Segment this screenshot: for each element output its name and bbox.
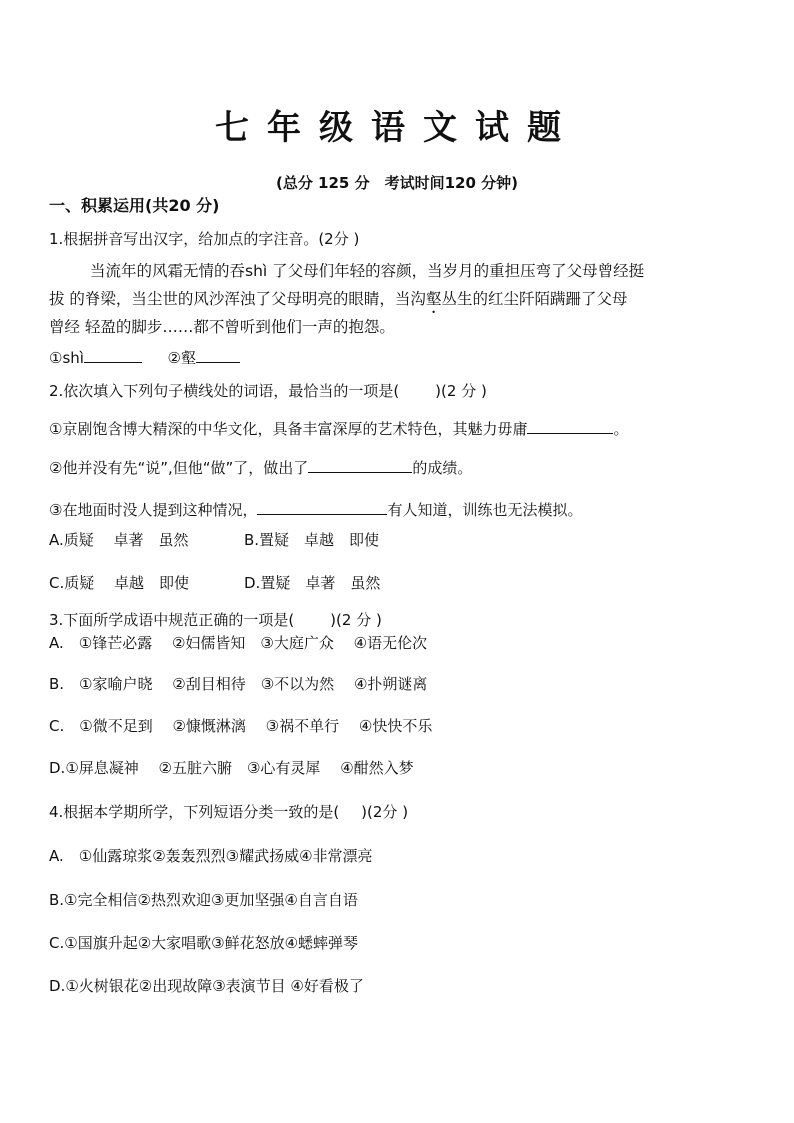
q1-passage-line-1: 当流年的风霜无情的吞shì 了父母们年轻的容颜，当岁月的重担压弯了父母曾经挺 — [90, 262, 645, 280]
q4-points: )(2分 ) — [361, 803, 409, 821]
q2-option-d[interactable]: D.置疑 卓著 虽然 — [244, 574, 381, 592]
q3-option-c[interactable]: C. ①微不足到 ②慷慨淋漓 ③祸不单行 ④快快不乐 — [49, 717, 433, 735]
q3-option-b[interactable]: B. ①家喻户晓 ②刮目相待 ③不以为然 ④扑朔谜离 — [49, 675, 428, 693]
fill-blank[interactable] — [257, 500, 387, 515]
q4-stem — [49, 801, 408, 822]
fill-blank[interactable] — [527, 419, 613, 434]
q3-option-a[interactable]: A. ①锋芒必露 ②妇儒皆知 ③大庭广众 ④语无伦次 — [49, 634, 428, 652]
section-heading: 一、积累运用(共20 分) — [49, 196, 220, 215]
q2-points: )(2 分 ) — [435, 382, 487, 400]
q2-option-c[interactable]: C.质疑 卓越 即使 — [49, 574, 190, 592]
q2-sentence-text: ②他并没有先“说”,但他“做”了，做出了 — [49, 459, 309, 477]
answer-blank-1[interactable] — [84, 348, 142, 363]
q2-sentence-text: ③在地面时没人提到这种情况， — [49, 501, 258, 519]
q2-sentence-end: 的成绩。 — [412, 459, 473, 477]
q1-answer-label-2: ②壑 — [167, 349, 196, 367]
q2-sentence-end: 有人知道，训练也无法模拟。 — [387, 501, 583, 519]
q4-option-c[interactable]: C.①国旗升起②大家唱歌③鲜花怒放④蟋蟀弹琴 — [49, 934, 359, 952]
q2-sentence-3 — [49, 499, 582, 520]
q1-answers — [49, 347, 240, 368]
q2-stem-text: 2.依次填入下列句子横线处的词语，最恰当的一项是( — [49, 382, 400, 400]
q3-points: )(2 分 ) — [330, 611, 382, 629]
q1-passage-line-2 — [49, 287, 627, 317]
page-title: 七年级语文试题 — [215, 108, 579, 148]
answer-blank-2[interactable] — [196, 348, 240, 363]
q2-option-b[interactable]: B.置疑 卓越 即使 — [244, 531, 380, 549]
q1-passage-line-3: 曾经 轻盈的脚步……都不曾听到他们一声的抱怨。 — [49, 318, 395, 336]
q2-sentence-text: ①京剧饱含博大精深的中华文化，具备丰富深厚的艺术特色，其魅力毋庸 — [49, 420, 528, 438]
q1-answer-label-1: ①shì — [49, 349, 84, 367]
q1-passage-text: 丛生的红尘阡陌蹒跚了父母 — [441, 290, 628, 308]
q4-option-b[interactable]: B.①完全相信②热烈欢迎③更加坚强④自言自语 — [49, 891, 358, 909]
q4-stem-text: 4.根据本学期所学，下列短语分类一致的是( — [49, 803, 340, 821]
q3-stem — [49, 609, 382, 630]
q1-stem: 1.根据拼音写出汉字，给加点的字注音。(2分 ) — [49, 230, 360, 248]
q3-stem-text: 3.下面所学成语中规范正确的一项是( — [49, 611, 295, 629]
q2-sentence-2 — [49, 457, 472, 478]
fill-blank[interactable] — [308, 458, 412, 473]
q4-option-d[interactable]: D.①火树银花②出现故障③表演节目 ④好看极了 — [49, 977, 364, 995]
q4-option-a[interactable]: A. ①仙露琼浆②轰轰烈烈③耀武扬威④非常漂亮 — [49, 847, 373, 865]
q3-option-d[interactable]: D.①屏息凝神 ②五脏六腑 ③心有灵犀 ④酣然入梦 — [49, 759, 414, 777]
q2-stem — [49, 380, 487, 401]
q1-passage-text: 拔 的脊梁，当尘世的风沙浑浊了父母明亮的眼睛，当沟 — [49, 290, 426, 308]
q2-sentence-end: 。 — [613, 420, 629, 438]
dotted-char: 壑 — [425, 290, 442, 308]
exam-info: (总分 125 分 考试时间120 分钟) — [275, 174, 518, 192]
q2-sentence-1 — [49, 418, 628, 439]
q2-option-a[interactable]: A.质疑 卓著 虽然 — [49, 531, 189, 549]
